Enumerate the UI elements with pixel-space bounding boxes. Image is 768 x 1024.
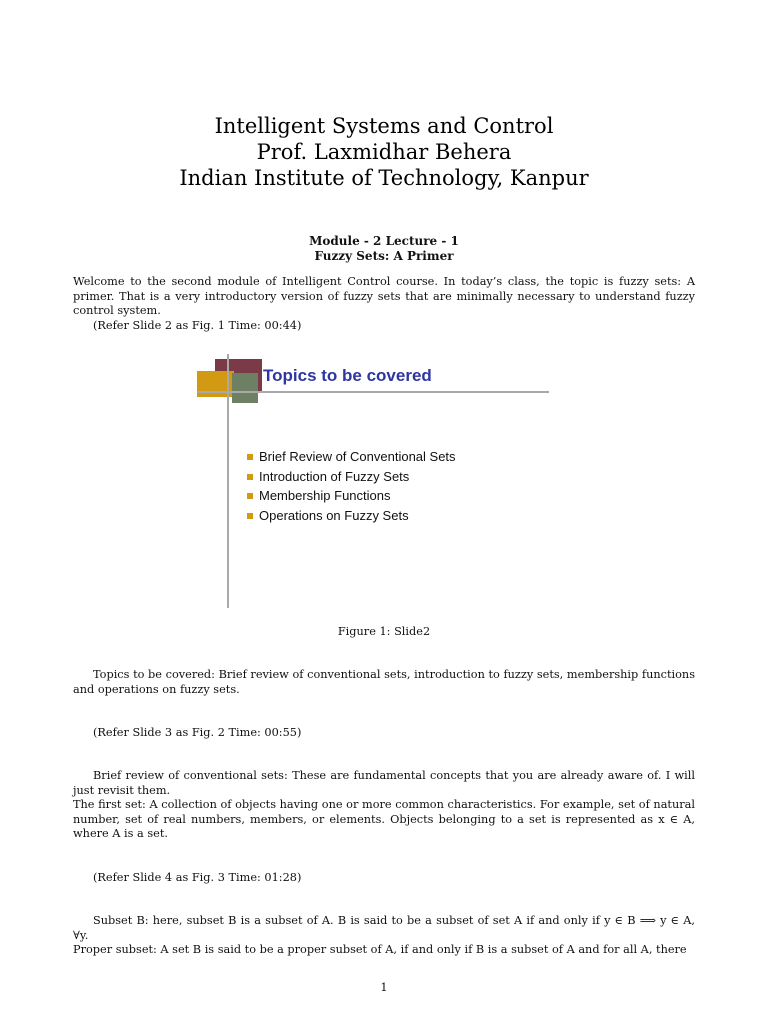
refer-slide-4: (Refer Slide 4 as Fig. 3 Time: 01:28)	[93, 871, 302, 884]
page-number: 1	[380, 981, 388, 994]
course-title: Intelligent Systems and Control	[214, 114, 554, 138]
slide-bullet-item	[247, 506, 456, 526]
slide-bullet-item	[247, 447, 456, 467]
slide-bullet-text: Introduction of Fuzzy Sets	[259, 468, 410, 484]
refer-slide-3: (Refer Slide 3 as Fig. 2 Time: 00:55)	[93, 726, 302, 739]
lecture-topic: Fuzzy Sets: A Primer	[314, 249, 454, 263]
slide-horizontal-rule	[197, 391, 549, 393]
slide-bullet-list	[247, 447, 456, 525]
topics-paragraph: Topics to be covered: Brief review of conventional sets, introduction to fuzzy sets, membership functions and operations on fuzzy sets.	[73, 668, 695, 696]
square-bullet-icon	[247, 493, 253, 499]
square-bullet-icon	[247, 474, 253, 480]
square-bullet-icon	[247, 513, 253, 519]
module-lecture: Module - 2 Lecture - 1	[309, 234, 459, 248]
review-paragraph: Brief review of conventional sets: These are fundamental concepts that you are already aware of. I will just revisit them.	[73, 769, 695, 797]
slide-title: Topics to be covered	[263, 366, 432, 385]
slide-figure	[195, 352, 565, 610]
square-bullet-icon	[247, 454, 253, 460]
slide-bullet-text: Operations on Fuzzy Sets	[259, 507, 409, 523]
intro-paragraph: Welcome to the second module of Intelligent Control course. In today’s class, the topic is fuzzy sets: A primer. That is a very introductory version of fuzzy sets that are minimally necessary to understand fuzzy control system.	[73, 275, 695, 318]
first-set-paragraph: The first set: A collection of objects having one or more common characteristics. For example, set of natural number, set of real numbers, members, or elements. Objects belonging to a set is represented as x ∈ A, where A is a set.	[73, 798, 695, 841]
slide-bullet-item	[247, 467, 456, 487]
slide-bullet-text: Membership Functions	[259, 488, 391, 503]
proper-subset-paragraph: Proper subset: A set B is said to be a proper subset of A, if and only if B is a subset of A and for all A, there	[73, 943, 687, 956]
professor-name: Prof. Laxmidhar Behera	[256, 140, 512, 164]
slide-green-square	[232, 373, 258, 403]
slide-bullet-item	[247, 486, 456, 506]
figure-caption: Figure 1: Slide2	[337, 625, 431, 638]
institute-name: Indian Institute of Technology, Kanpur	[179, 166, 589, 190]
slide-bullet-text: Brief Review of Conventional Sets	[259, 449, 456, 464]
refer-slide-2: (Refer Slide 2 as Fig. 1 Time: 00:44)	[93, 319, 302, 332]
subset-paragraph: Subset B: here, subset B is a subset of A. B is said to be a subset of set A if and only if y ∈ B ⟹ y ∈ A, ∀y.	[73, 914, 695, 942]
